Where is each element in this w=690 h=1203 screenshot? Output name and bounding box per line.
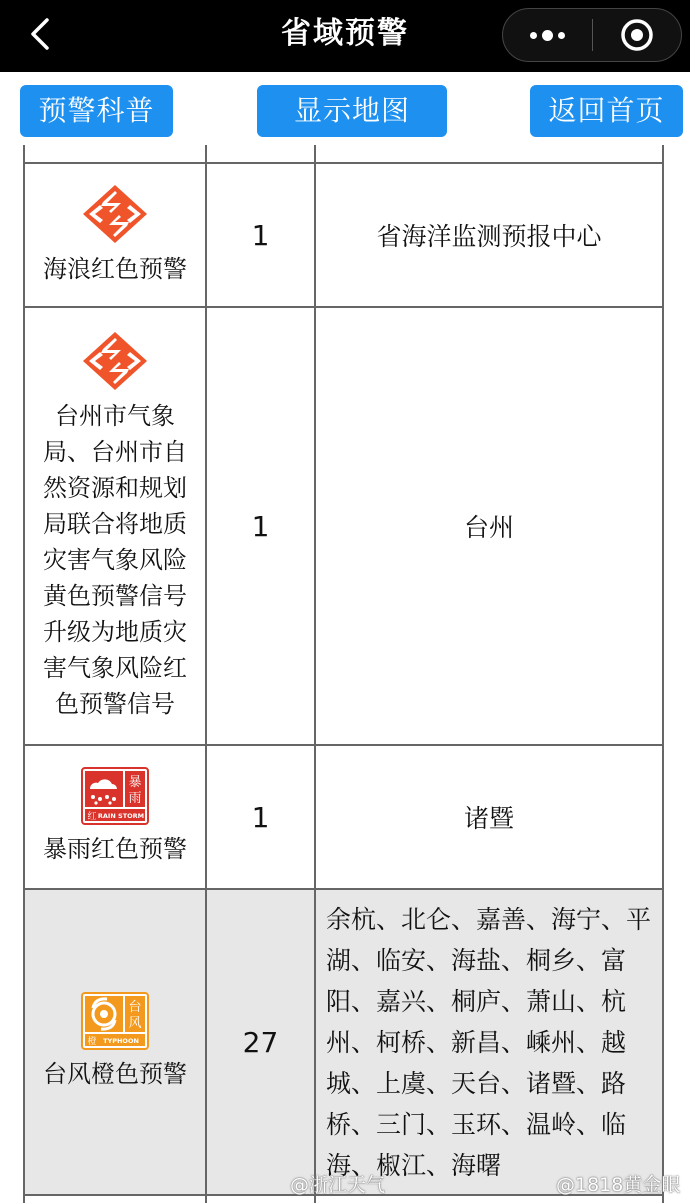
warning-areas: 余杭、北仑、嘉善、海宁、平湖、临安、海盐、桐乡、富阳、嘉兴、桐庐、萧山、杭州、柯桥、新昌、嵊州、越城、上虞、天台、诸暨、路桥、三门、玉环、温岭、临海、椒江、海曙	[326, 904, 652, 1180]
column-divider	[314, 1196, 316, 1203]
warning-count: 27	[242, 1025, 279, 1059]
table-row-clipped	[25, 1196, 662, 1203]
rainstorm-icon-en: RAIN STORM	[97, 812, 145, 820]
typhoon-icon-char-1: 台	[128, 1000, 142, 1015]
warning-table[interactable]	[23, 145, 664, 1203]
warning-count: 1	[251, 800, 270, 834]
warning-type-cell	[25, 890, 205, 1194]
warning-type-cell	[25, 164, 205, 306]
warning-areas-cell	[316, 890, 662, 1194]
table-row[interactable]	[25, 308, 662, 746]
page-title: 省域预警	[281, 16, 409, 51]
more-button[interactable]	[503, 9, 592, 61]
column-divider	[205, 145, 207, 162]
typhoon-orange-icon	[81, 992, 149, 1050]
ocean-wave-red-icon	[81, 183, 149, 245]
typhoon-icon-level: 橙	[87, 1037, 97, 1047]
warning-areas: 省海洋监测预报中心	[376, 222, 602, 251]
warning-type-cell	[25, 308, 205, 744]
rainstorm-icon-level: 红	[87, 812, 97, 822]
warning-areas: 台州	[463, 513, 514, 542]
chevron-left-icon	[28, 17, 52, 51]
rainstorm-icon-char-1: 暴	[128, 775, 142, 790]
show-map-button[interactable]: 显示地图	[257, 85, 447, 137]
warning-name: 暴雨红色预警	[43, 835, 187, 863]
mini-program-capsule	[502, 8, 682, 62]
geological-hazard-red-icon	[81, 330, 149, 392]
warning-count: 1	[251, 509, 270, 543]
table-row[interactable]	[25, 746, 662, 890]
watermark-left: @浙江天气	[290, 1174, 386, 1196]
warning-count: 1	[251, 218, 270, 252]
target-close-icon	[619, 17, 655, 53]
warning-type-cell	[25, 746, 205, 888]
rainstorm-icon-char-2: 雨	[128, 791, 142, 806]
warning-name: 台州市气象局、台州市自然资源和规划局联合将地质灾害气象风险黄色预警信号升级为地质灾害气象风险红色预警信号	[43, 402, 187, 718]
close-mini-program-button[interactable]	[593, 9, 682, 61]
table-row-clipped	[25, 145, 662, 164]
warning-areas: 诸暨	[463, 804, 514, 833]
table-row[interactable]	[25, 890, 662, 1196]
warning-name: 台风橙色预警	[43, 1060, 187, 1088]
typhoon-icon-char-2: 风	[128, 1016, 142, 1031]
top-navigation-bar	[0, 0, 690, 72]
rainstorm-red-icon	[81, 767, 149, 825]
column-divider	[314, 145, 316, 162]
watermark-right: @1818黄金眼	[556, 1174, 681, 1196]
warning-science-button[interactable]: 预警科普	[20, 85, 173, 137]
warning-name: 海浪红色预警	[43, 255, 187, 283]
return-home-button[interactable]: 返回首页	[530, 85, 683, 137]
more-dots-icon	[530, 30, 565, 41]
table-row[interactable]	[25, 164, 662, 308]
action-toolbar	[0, 72, 690, 150]
back-button[interactable]	[20, 14, 60, 54]
typhoon-icon-en: TYPHOON	[103, 1037, 139, 1045]
column-divider	[205, 1196, 207, 1203]
